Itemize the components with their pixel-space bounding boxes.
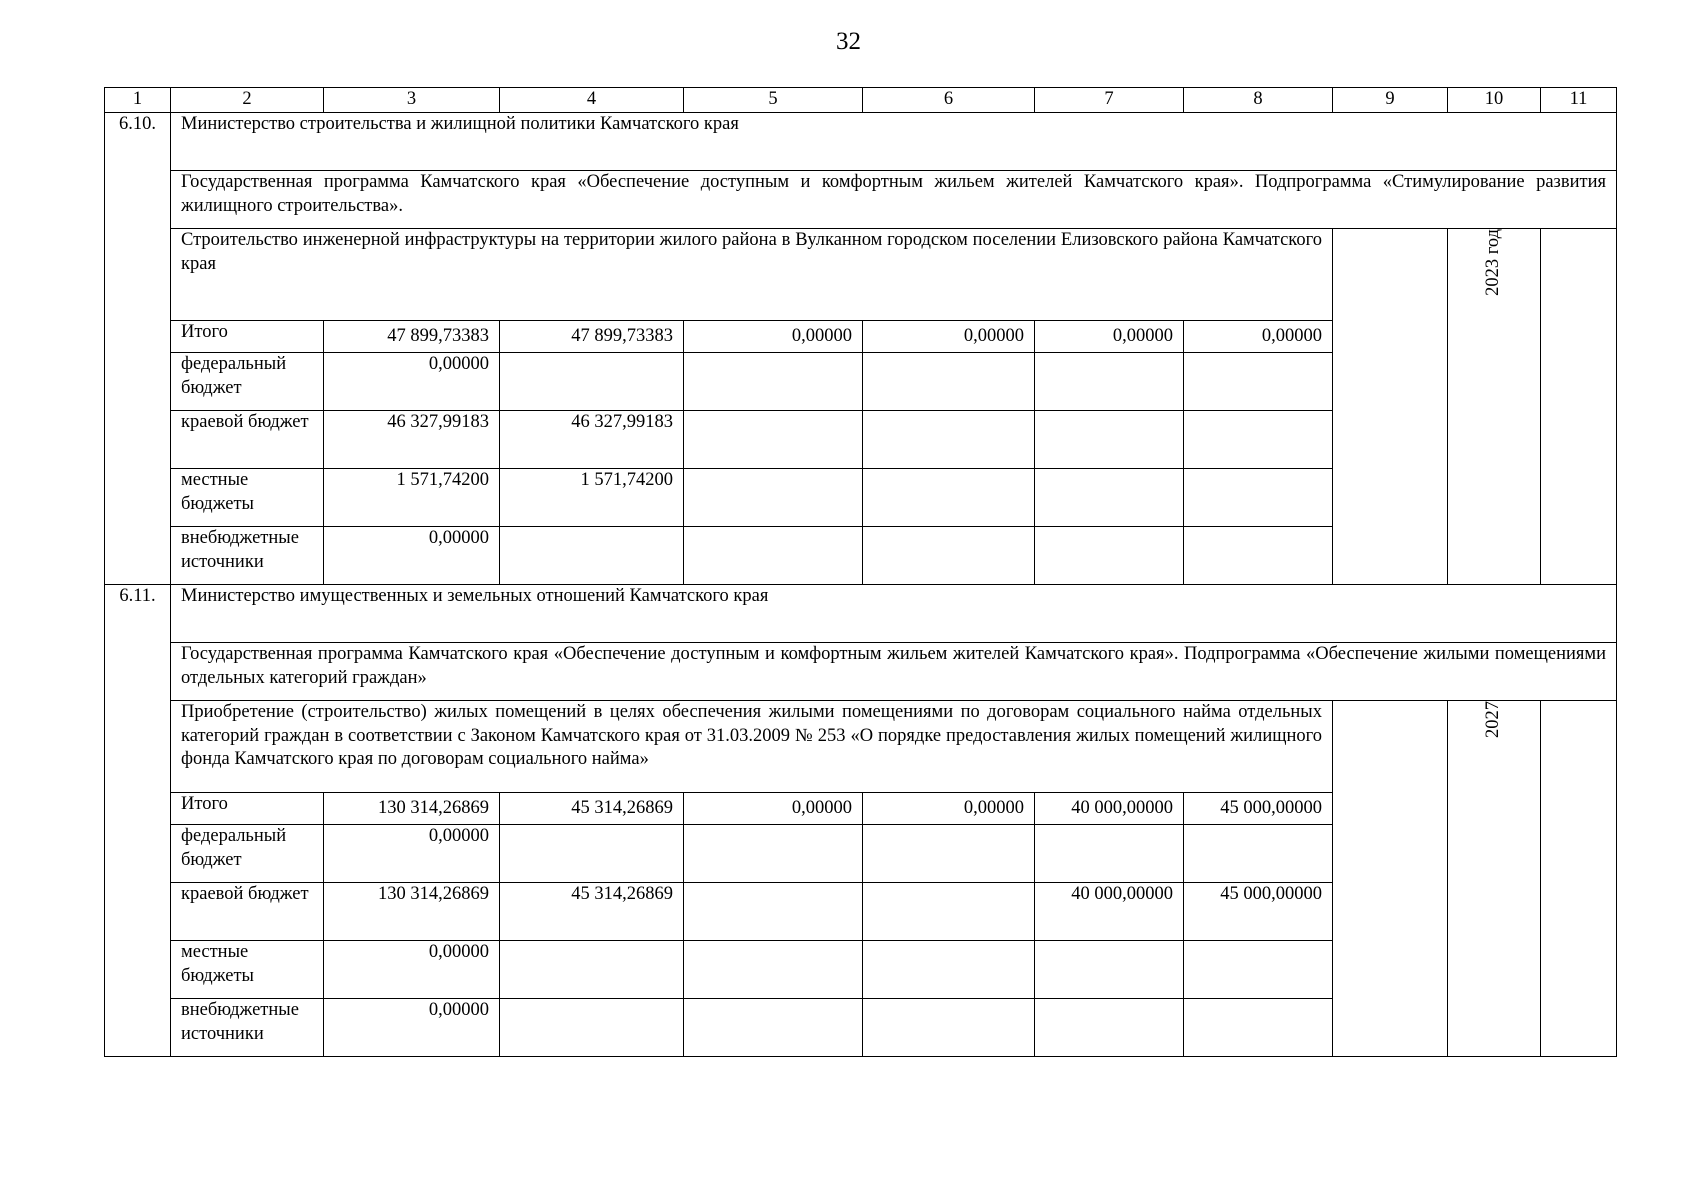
- amount-cell: 0,00000: [324, 825, 500, 883]
- project-row: [105, 701, 1617, 793]
- amount-cell: 45 000,00000: [1184, 793, 1333, 825]
- funding-source-label: Итого: [171, 793, 324, 825]
- amount-cell: [684, 353, 863, 411]
- amount-cell: 0,00000: [863, 793, 1035, 825]
- amount-cell: [1035, 527, 1184, 585]
- program-name: Государственная программа Камчатского края «Обеспечение доступным и комфортным жильем жителей Камчатского края». Подпрограмма «Обеспечение жилыми помещениями отдельных категорий граждан»: [171, 643, 1617, 701]
- budget-table-body: [105, 88, 1617, 1057]
- amount-cell: 45 314,26869: [500, 883, 684, 941]
- funding-source-label: федеральный бюджет: [171, 825, 324, 883]
- amount-cell: 45 000,00000: [1184, 883, 1333, 941]
- column-number: 9: [1333, 88, 1448, 113]
- amount-cell: [1035, 469, 1184, 527]
- column-number: 4: [500, 88, 684, 113]
- column-11-cell: [1541, 701, 1617, 1057]
- column-number: 10: [1448, 88, 1541, 113]
- amount-cell: [863, 411, 1035, 469]
- column-9-cell: [1333, 701, 1448, 1057]
- ministry-name: Министерство имущественных и земельных отношений Камчатского края: [171, 585, 1617, 643]
- amount-cell: [684, 825, 863, 883]
- amount-cell: 0,00000: [324, 999, 500, 1057]
- year-cell: [1448, 229, 1541, 585]
- ministry-row: [105, 113, 1617, 171]
- amount-cell: 1 571,74200: [324, 469, 500, 527]
- amount-cell: [684, 941, 863, 999]
- completion-year: 2023 год: [1483, 229, 1504, 296]
- funding-source-label: внебюджетные источники: [171, 527, 324, 585]
- completion-year: 2027: [1483, 701, 1504, 738]
- column-number: 11: [1541, 88, 1617, 113]
- amount-cell: 45 314,26869: [500, 793, 684, 825]
- amount-cell: 40 000,00000: [1035, 793, 1184, 825]
- amount-cell: [1035, 825, 1184, 883]
- amount-cell: [1184, 527, 1333, 585]
- amount-cell: [1035, 941, 1184, 999]
- ministry-name: Министерство строительства и жилищной политики Камчатского края: [171, 113, 1617, 171]
- program-name: Государственная программа Камчатского края «Обеспечение доступным и комфортным жильем жителей Камчатского края». Подпрограмма «Стимулирование развития жилищного строительства».: [171, 171, 1617, 229]
- amount-cell: [500, 527, 684, 585]
- project-row: [105, 229, 1617, 321]
- amount-cell: [1184, 941, 1333, 999]
- funding-source-label: краевой бюджет: [171, 411, 324, 469]
- program-row: [105, 171, 1617, 229]
- amount-cell: [1184, 353, 1333, 411]
- section-number: 6.11.: [105, 585, 171, 1057]
- amount-cell: [863, 825, 1035, 883]
- amount-cell: [863, 999, 1035, 1057]
- amount-cell: 0,00000: [324, 941, 500, 999]
- funding-source-label: Итого: [171, 321, 324, 353]
- column-9-cell: [1333, 229, 1448, 585]
- budget-table: [104, 87, 1617, 1057]
- year-cell: [1448, 701, 1541, 1057]
- ministry-row: [105, 585, 1617, 643]
- amount-cell: 0,00000: [684, 321, 863, 353]
- amount-cell: 0,00000: [324, 353, 500, 411]
- funding-source-label: местные бюджеты: [171, 469, 324, 527]
- amount-cell: [684, 527, 863, 585]
- amount-cell: [684, 469, 863, 527]
- amount-cell: [1184, 411, 1333, 469]
- amount-cell: [684, 999, 863, 1057]
- amount-cell: 1 571,74200: [500, 469, 684, 527]
- amount-cell: [684, 411, 863, 469]
- amount-cell: 130 314,26869: [324, 883, 500, 941]
- amount-cell: [1035, 353, 1184, 411]
- project-name: Приобретение (строительство) жилых помещений в целях обеспечения жилыми помещениями по договорам социального найма отдельных категорий граждан в соответствии с Законом Камчатского края от 31.03.2009 № 253 «О порядке предоставления жилых помещений жилищного фонда Камчатского края по договорам социального найма»: [171, 701, 1333, 793]
- amount-cell: 0,00000: [1184, 321, 1333, 353]
- amount-cell: [863, 469, 1035, 527]
- column-11-cell: [1541, 229, 1617, 585]
- program-row: [105, 643, 1617, 701]
- amount-cell: [863, 883, 1035, 941]
- amount-cell: [863, 941, 1035, 999]
- funding-source-label: местные бюджеты: [171, 941, 324, 999]
- amount-cell: 0,00000: [1035, 321, 1184, 353]
- amount-cell: [1184, 469, 1333, 527]
- amount-cell: 0,00000: [863, 321, 1035, 353]
- page-number: 32: [836, 28, 861, 55]
- funding-source-label: краевой бюджет: [171, 883, 324, 941]
- amount-cell: [863, 353, 1035, 411]
- column-numbers-row: [105, 88, 1617, 113]
- amount-cell: 130 314,26869: [324, 793, 500, 825]
- amount-cell: 47 899,73383: [324, 321, 500, 353]
- amount-cell: [500, 941, 684, 999]
- amount-cell: 46 327,99183: [324, 411, 500, 469]
- amount-cell: 0,00000: [324, 527, 500, 585]
- amount-cell: [500, 825, 684, 883]
- column-number: 5: [684, 88, 863, 113]
- amount-cell: [500, 999, 684, 1057]
- funding-source-label: федеральный бюджет: [171, 353, 324, 411]
- amount-cell: [1035, 411, 1184, 469]
- amount-cell: [1184, 825, 1333, 883]
- amount-cell: [1035, 999, 1184, 1057]
- funding-source-label: внебюджетные источники: [171, 999, 324, 1057]
- column-number: 7: [1035, 88, 1184, 113]
- column-number: 2: [171, 88, 324, 113]
- amount-cell: [863, 527, 1035, 585]
- column-number: 8: [1184, 88, 1333, 113]
- amount-cell: [500, 353, 684, 411]
- column-number: 6: [863, 88, 1035, 113]
- section-number: 6.10.: [105, 113, 171, 585]
- amount-cell: 47 899,73383: [500, 321, 684, 353]
- amount-cell: [684, 883, 863, 941]
- project-name: Строительство инженерной инфраструктуры на территории жилого района в Вулканном городском поселении Елизовского района Камчатского края: [171, 229, 1333, 321]
- column-number: 3: [324, 88, 500, 113]
- column-number: 1: [105, 88, 171, 113]
- amount-cell: 40 000,00000: [1035, 883, 1184, 941]
- amount-cell: [1184, 999, 1333, 1057]
- amount-cell: 0,00000: [684, 793, 863, 825]
- amount-cell: 46 327,99183: [500, 411, 684, 469]
